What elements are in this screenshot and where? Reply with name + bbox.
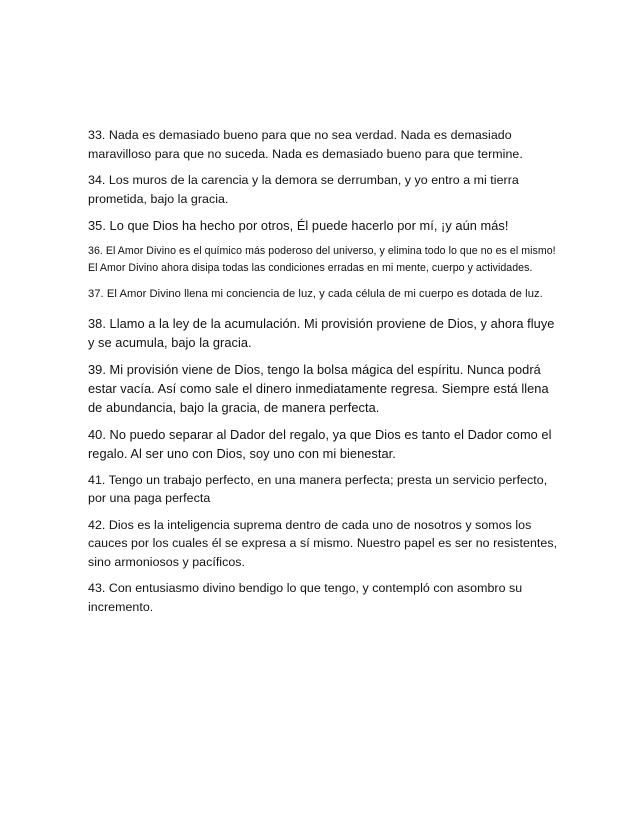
affirmation-43: 43. Con entusiasmo divino bendigo lo que tengo, y contempló con asombro su incremento. bbox=[88, 581, 523, 614]
affirmation-38: 38. Llamo a la ley de la acumulación. Mi provisión proviene de Dios, y ahora fluye y se acumula, bajo la gracia. bbox=[88, 315, 555, 350]
affirmation-41: 41. Tengo un trabajo perfecto, en una manera perfecta; presta un servicio perfecto, por una paga perfecta bbox=[88, 472, 548, 505]
affirmation-42: 42. Dios es la inteligencia suprema dentro de cada uno de nosotros y somos los cauces por los cuales él se expresa a sí mismo. Nuestro papel es ser no resistentes, sino armoniosos y pacíficos. bbox=[88, 517, 558, 569]
affirmation-37: 37. El Amor Divino llena mi conciencia de luz, y cada célula de mi cuerpo es dotada de luz. bbox=[88, 288, 543, 300]
affirmation-34: 34. Los muros de la carencia y la demora se derrumban, y yo entro a mi tierra prometida, bajo la gracia. bbox=[88, 173, 519, 206]
affirmation-36: 36. El Amor Divino es el químico más poderoso del universo, y elimina todo lo que no es el mismo! El Amor Divino ahora disipa todas las condiciones erradas en mi mente, cuerpo y actividades. bbox=[88, 245, 556, 274]
affirmations-list bbox=[88, 126, 558, 624]
affirmation-39: 39. Mi provisión viene de Dios, tengo la bolsa mágica del espíritu. Nunca podrá estar vacía. Así como sale el dinero inmediatamente regresa. Siempre está llena de abundancia, bajo la gracia, de manera perfecta. bbox=[88, 361, 549, 415]
affirmation-40: 40. No puedo separar al Dador del regalo, ya que Dios es tanto el Dador como el regalo. Al ser uno con Dios, soy uno con mi bienestar. bbox=[88, 426, 552, 461]
affirmation-33: 33. Nada es demasiado bueno para que no sea verdad. Nada es demasiado maravilloso para que no suceda. Nada es demasiado bueno para que termine. bbox=[88, 128, 523, 161]
affirmation-35: 35. Lo que Dios ha hecho por otros, Él puede hacerlo por mí, ¡y aún más! bbox=[88, 218, 509, 233]
